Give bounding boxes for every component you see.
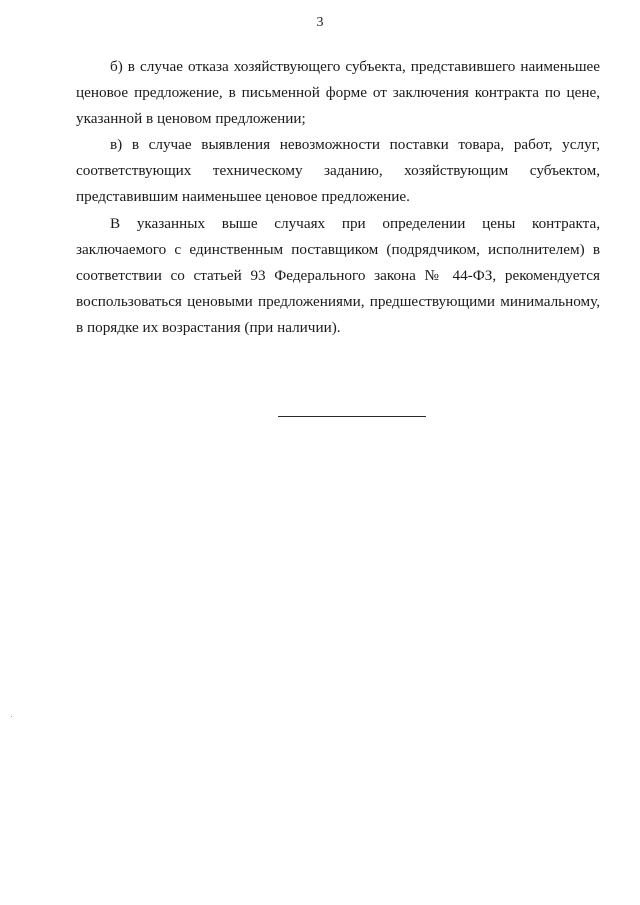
paragraph-price-determination: В указанных выше случаях при определении цены контракта, заключаемого с единственным поставщиком (подрядчиком, исполнителем) в соответствии со статьей 93 Федерального закона № 44-ФЗ, рекомендуется воспользоваться ценовыми предложениями, предшествующими минимальному, в порядке их возрастания (при наличии). (76, 215, 600, 336)
scan-speck (11, 716, 12, 717)
document-body (76, 54, 600, 341)
paragraph-b-refusal: б) в случае отказа хозяйствующего субъекта, представившего наименьшее ценовое предложение, в письменной форме от заключения контракта по цене, указанной в ценовом предложении; (76, 58, 600, 127)
paragraph-v-impossibility: в) в случае выявления невозможности поставки товара, работ, услуг, соответствующих техническому заданию, хозяйствующим субъектом, представившим наименьшее ценовое предложение. (76, 136, 600, 205)
closing-divider-line (278, 416, 426, 417)
page-number: 3 (316, 15, 324, 30)
